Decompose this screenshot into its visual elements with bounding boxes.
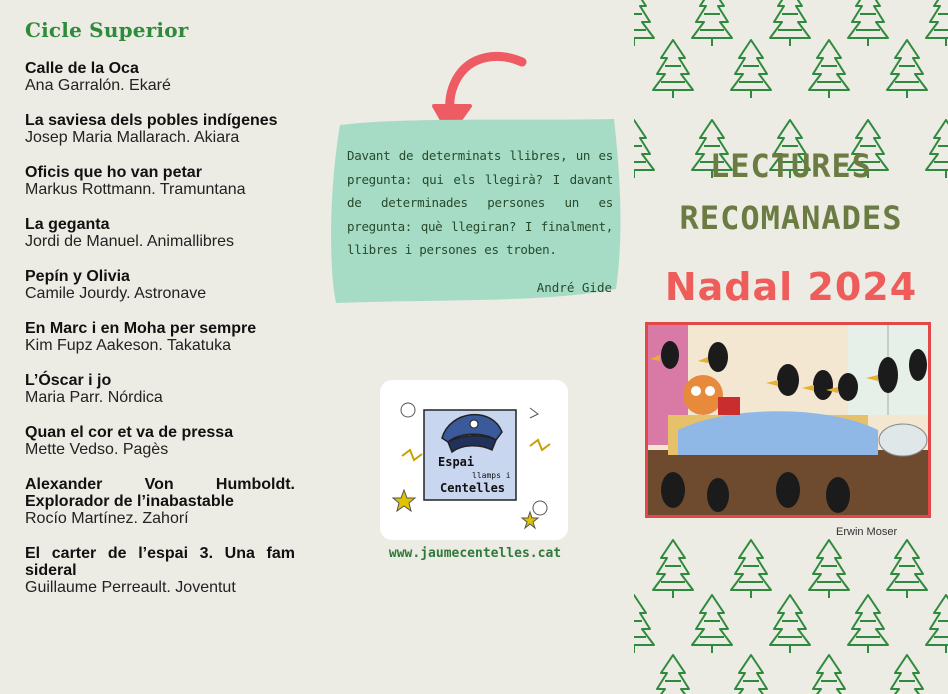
book-item — [25, 60, 295, 95]
cover-title — [634, 140, 948, 244]
book-author: Jordi de Manuel. Animallibres — [25, 233, 234, 250]
book-title: Calle de la Oca — [25, 60, 139, 77]
logo-line2: llamps i — [472, 471, 511, 480]
book-author: Ana Garralón. Ekaré — [25, 77, 171, 94]
book-author: Josep Maria Mallarach. Akiara — [25, 129, 240, 146]
tree-icon — [731, 540, 771, 598]
book-item — [25, 545, 295, 597]
tree-icon — [770, 0, 810, 46]
book-item — [25, 372, 295, 407]
book-title: En Marc i en Moha per sempre — [25, 320, 257, 337]
book-author: Kim Fupz Aakeson. Takatuka — [25, 337, 232, 354]
logo-card — [380, 380, 568, 540]
book-author: Mette Vedso. Pagès — [25, 441, 169, 458]
tree-icon — [653, 540, 693, 598]
tree-icon — [887, 540, 927, 598]
tree-icon — [692, 0, 732, 46]
tree-icon — [731, 655, 771, 694]
book-author: Rocío Martínez. Zahorí — [25, 510, 189, 527]
book-author: Markus Rottmann. Tramuntana — [25, 181, 246, 198]
book-title: Alexander Von Humboldt. Explorador de l’inabastable — [25, 476, 295, 510]
tree-icon — [653, 655, 693, 694]
illustration-credit: Erwin Moser — [836, 526, 898, 538]
tree-icon — [809, 40, 849, 98]
cover-subtitle: Nadal 2024 — [664, 265, 918, 309]
tree-icon — [653, 40, 693, 98]
tree-icon — [634, 595, 654, 653]
book-list — [25, 18, 295, 614]
book-item — [25, 476, 295, 528]
book-title: Pepín y Olivia — [25, 268, 130, 285]
book-item — [25, 112, 295, 147]
tree-icon — [809, 540, 849, 598]
crows-and-cat-illustration — [648, 325, 928, 515]
tree-icon — [848, 0, 888, 46]
book-item — [25, 164, 295, 199]
cover-title-line2: RECOMANADES — [679, 199, 903, 237]
logo-line1: Espai — [438, 455, 475, 469]
tree-icon — [926, 595, 948, 653]
book-author: Maria Parr. Nórdica — [25, 389, 163, 406]
tree-icon — [770, 595, 810, 653]
section-title: Cicle Superior — [25, 18, 189, 42]
book-item — [25, 268, 295, 303]
website-link[interactable]: www.jaumecentelles.cat — [388, 546, 562, 561]
tree-icon — [731, 40, 771, 98]
book-title: Quan el cor et va de pressa — [25, 424, 234, 441]
book-title: El carter de l’espai 3. Una fam sideral — [25, 545, 295, 579]
cover-title-line1: LECTURES — [709, 147, 873, 185]
book-item — [25, 216, 295, 251]
book-author: Camile Jourdy. Astronave — [25, 285, 207, 302]
tree-icon — [848, 595, 888, 653]
books-container — [25, 60, 295, 597]
book-title: Oficis que ho van petar — [25, 164, 202, 181]
book-item — [25, 424, 295, 459]
logo-line3: Centelles — [440, 481, 506, 495]
book-title: La saviesa dels pobles indígenes — [25, 112, 278, 129]
tree-icon — [634, 0, 654, 46]
quote-author: André Gide — [536, 280, 612, 295]
tree-icon — [887, 655, 927, 694]
book-author: Guillaume Perreault. Joventut — [25, 579, 236, 596]
quote-text: Davant de determinats llibres, un es pregunta: qui els llegirà? I davant de determinades persones un es pregunta: què llegiran? I finalment, llibres i persones es troben. — [347, 148, 613, 257]
espai-llamps-logo — [380, 380, 568, 540]
tree-icon — [692, 595, 732, 653]
tree-icon — [809, 655, 849, 694]
tree-icon — [887, 40, 927, 98]
cover-illustration — [645, 322, 931, 518]
book-title: La geganta — [25, 216, 110, 233]
book-title: L’Óscar i jo — [25, 372, 112, 389]
tree-icon — [926, 0, 948, 46]
book-item — [25, 320, 295, 355]
